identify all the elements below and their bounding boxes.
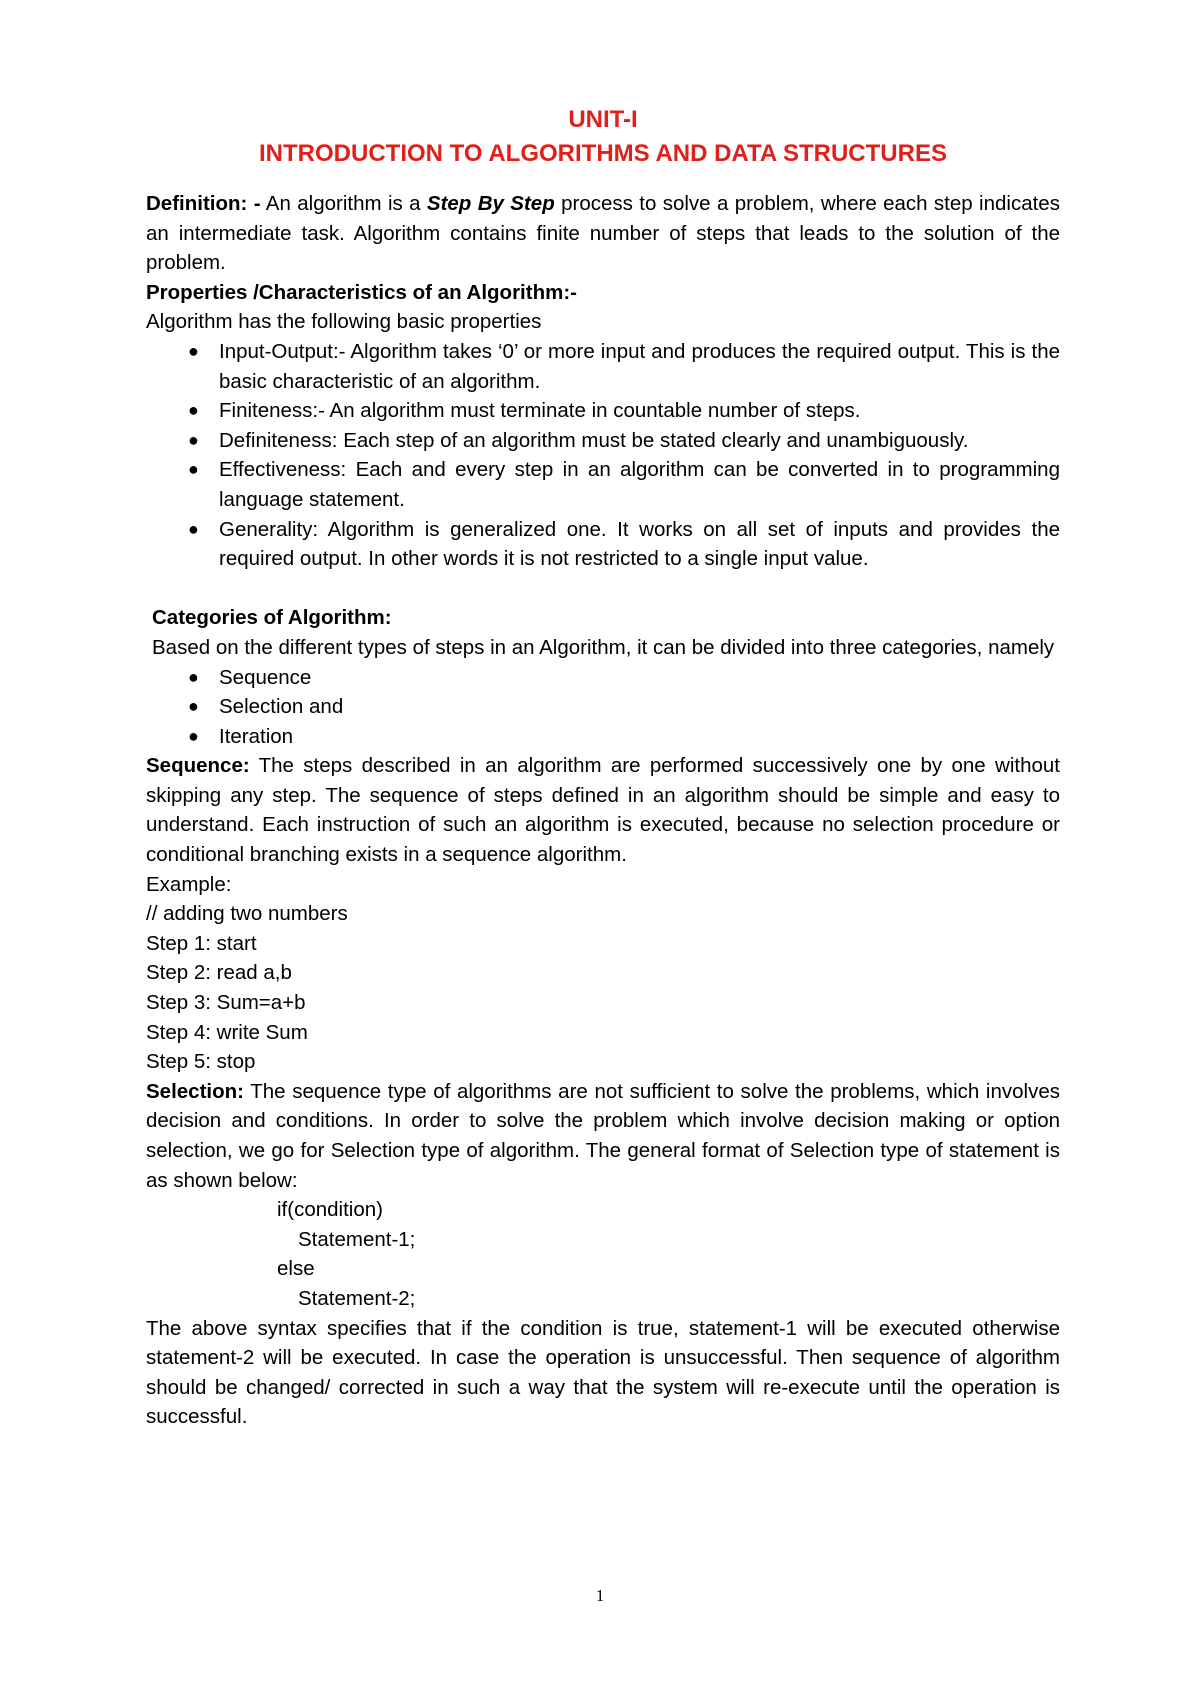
page-number: 1 <box>595 1586 605 1605</box>
syntax-statement-2: Statement-2; <box>298 1286 416 1310</box>
list-item <box>188 663 1060 693</box>
list-item <box>188 337 1060 396</box>
bullet-icon: ● <box>188 340 199 361</box>
syntax-else-line: else <box>277 1257 315 1281</box>
syntax-if-line: if(condition) <box>277 1198 383 1222</box>
bullet-icon: ● <box>188 725 199 746</box>
property-input-output: Input-Output:- Algorithm takes ‘0’ or more input and produces the required output. This is the basic characteristic of an algorithm. <box>219 339 1060 393</box>
example-comment: // adding two numbers <box>146 902 348 926</box>
definition-emphasis: Step By Step <box>426 192 555 215</box>
example-step-5: Step 5: stop <box>146 1050 256 1074</box>
category-selection: Selection and <box>219 695 344 719</box>
sequence-text: The steps described in an algorithm are performed successively one by one without skipping any step. The sequence of steps defined in an algorithm should be simple and easy to understand. Each instruction of such an algorithm is executed, because no selection procedure or conditional branching exists in a sequence algorithm. <box>146 754 1060 867</box>
list-item <box>188 396 1060 426</box>
bullet-icon: ● <box>188 400 199 421</box>
categories-list <box>146 663 1060 752</box>
selection-text: The sequence type of algorithms are not sufficient to solve the problems, which involves decision and conditions. In order to solve the problem which involve decision making or option selection, we go for Selection type of algorithm. The general format of Selection type of statement is as shown below: <box>146 1079 1060 1192</box>
properties-intro: Algorithm has the following basic properties <box>146 310 542 334</box>
category-sequence: Sequence <box>219 665 312 689</box>
selection-paragraph <box>146 1077 1060 1195</box>
property-definiteness: Definiteness: Each step of an algorithm must be stated clearly and unambiguously. <box>219 428 969 452</box>
page-title: INTRODUCTION TO ALGORITHMS AND DATA STRUCTURES <box>259 140 947 167</box>
example-label: Example: <box>146 872 232 896</box>
sequence-paragraph <box>146 751 1060 869</box>
page-content <box>146 103 1060 1432</box>
bullet-icon: ● <box>188 429 199 450</box>
example-step-2: Step 2: read a,b <box>146 961 292 985</box>
properties-heading: Properties /Characteristics of an Algorithm:- <box>146 280 577 304</box>
categories-heading: Categories of Algorithm: <box>152 606 392 630</box>
definition-label: Definition: - <box>146 192 261 215</box>
selection-label: Selection: <box>146 1079 244 1103</box>
example-step-3: Step 3: Sum=a+b <box>146 991 306 1015</box>
bullet-icon: ● <box>188 459 199 480</box>
list-item <box>188 455 1060 514</box>
definition-paragraph <box>146 189 1060 278</box>
property-finiteness: Finiteness:- An algorithm must terminate in countable number of steps. <box>219 399 861 423</box>
example-step-1: Step 1: start <box>146 931 257 955</box>
list-item <box>188 692 1060 722</box>
list-item <box>188 426 1060 456</box>
definition-text-after: process to solve a problem, where each step indicates an intermediate task. Algorithm contains finite number of steps that leads to the solution of the problem. <box>146 192 1060 275</box>
example-step-4: Step 4: write Sum <box>146 1020 308 1044</box>
definition-text-before: An algorithm is a <box>260 192 427 215</box>
unit-title: UNIT-I <box>568 106 638 133</box>
category-iteration: Iteration <box>219 724 294 748</box>
bullet-icon: ● <box>188 666 199 687</box>
property-effectiveness: Effectiveness: Each and every step in an algorithm can be converted in to programming language statement. <box>219 458 1060 511</box>
list-item <box>188 515 1060 574</box>
spacer <box>146 574 1060 604</box>
categories-intro: Based on the different types of steps in an Algorithm, it can be divided into three categories, namely <box>152 635 1055 659</box>
bullet-icon: ● <box>188 518 199 539</box>
sequence-label: Sequence: <box>146 754 250 778</box>
property-generality: Generality: Algorithm is generalized one. It works on all set of inputs and provides the required output. In other words it is not restricted to a single input value. <box>219 517 1060 571</box>
properties-list <box>146 337 1060 574</box>
bullet-icon: ● <box>188 696 199 717</box>
selection-explanation: The above syntax specifies that if the condition is true, statement-1 will be executed otherwise statement-2 will be executed. In case the operation is unsuccessful. Then sequence of algorithm should be changed/ corrected in such a way that the system will re-execute until the operation is successful. <box>146 1316 1060 1429</box>
list-item <box>188 722 1060 752</box>
syntax-statement-1: Statement-1; <box>298 1227 416 1251</box>
